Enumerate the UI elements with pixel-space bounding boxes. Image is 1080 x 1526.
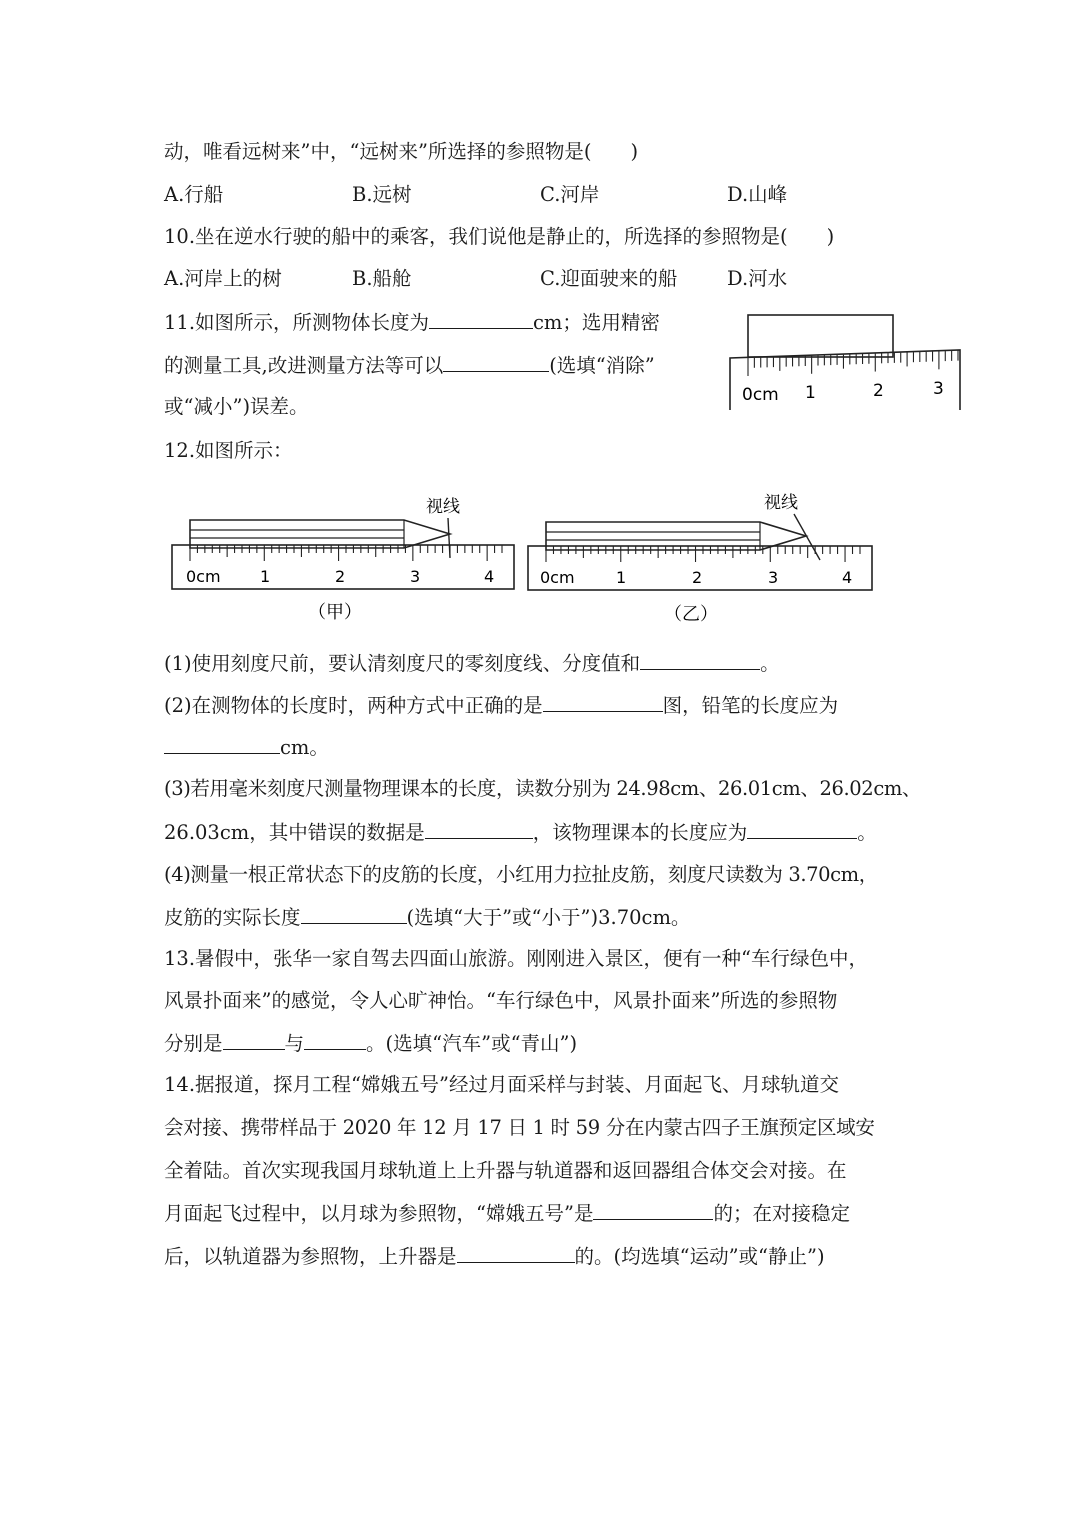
q11-line3: 或“减小”)误差。 — [164, 395, 309, 418]
q12-part4-cont — [164, 902, 690, 933]
q14-line4 — [164, 1198, 850, 1229]
q13-line1: 13.暑假中，张华一家自驾去四面山旅游。刚刚进入景区，便有一种“车行绿色中， — [164, 947, 868, 970]
answer-blank[interactable] — [593, 1198, 713, 1220]
q12-part4-text: 皮筋的实际长度 — [164, 906, 301, 929]
q12-part4: (4)测量一根正常状态下的皮筋的长度，小红用力拉扯皮筋，刻度尺读数为 3.70cm， — [164, 863, 878, 886]
q12-part2-unit: cm。 — [280, 736, 329, 759]
q13-line3-and: 与 — [284, 1032, 305, 1055]
q10-option-c: C.迎面驶来的船 — [540, 267, 678, 290]
q13-line3-text: 分别是 — [164, 1032, 223, 1055]
ruler-label-4: 4 — [484, 567, 495, 586]
q14-line4-text: 月面起飞过程中，以月球为参照物，“嫦娥五号”是 — [164, 1202, 594, 1225]
answer-blank[interactable] — [164, 732, 280, 754]
q10-stem: 10.坐在逆水行驶的船中的乘客，我们说他是静止的，所选择的参照物是( ) — [164, 225, 835, 248]
ruler-label-2: 2 — [873, 381, 884, 401]
q10-option-d: D.河水 — [727, 267, 788, 290]
q11-line1 — [164, 307, 660, 338]
q12-part2-text: (2)在测物体的长度时，两种方式中正确的是 — [164, 694, 543, 717]
q11-line1-unit: cm；选用精密 — [533, 311, 660, 334]
q12-part2-mid: 图，铅笔的长度应为 — [662, 694, 839, 717]
answer-blank[interactable] — [543, 690, 663, 712]
figure-caption: （甲） — [308, 602, 362, 623]
q9-stem-tail: 动，唯看远树来”中，“远树来”所选择的参照物是( ) — [164, 140, 639, 163]
q11-line1-text: 11.如图所示，所测物体长度为 — [164, 311, 430, 334]
q14-line5-text: 后，以轨道器为参照物，上升器是 — [164, 1245, 457, 1268]
q9-option-c: C.河岸 — [540, 183, 600, 206]
q14-line2: 会对接、携带样品于 2020 年 12 月 17 日 1 时 59 分在内蒙古四子王旗预定区域安 — [164, 1116, 875, 1139]
q14-line1: 14.据报道，探月工程“嫦娥五号”经过月面采样与封装、月面起飞、月球轨道交 — [164, 1073, 839, 1096]
sight-line-label: 视线 — [764, 493, 798, 513]
q12-part3-text: 26.03cm，其中错误的数据是 — [164, 821, 425, 844]
q13-line2: 风景扑面来”的感觉，令人心旷神怡。“车行绿色中，风景扑面来”所选的参照物 — [164, 989, 838, 1012]
answer-blank[interactable] — [443, 350, 549, 372]
ruler-label-0: 0cm — [742, 385, 779, 405]
ruler-label-1: 1 — [616, 568, 627, 587]
q9-option-a: A.行船 — [164, 183, 224, 206]
answer-blank[interactable] — [304, 1028, 366, 1050]
q11-line2-text: 的测量工具,改进测量方法等可以 — [164, 354, 444, 377]
answer-blank[interactable] — [457, 1241, 575, 1263]
ruler-label-0: 0cm — [186, 567, 221, 586]
q14-line5 — [164, 1241, 825, 1272]
q12-part1-text: (1)使用刻度尺前，要认清刻度尺的零刻度线、分度值和 — [164, 652, 641, 675]
q9-option-b: B.远树 — [352, 183, 412, 206]
answer-blank[interactable] — [301, 902, 407, 924]
q9-option-d: D.山峰 — [727, 183, 788, 206]
ruler-label-2: 2 — [335, 567, 346, 586]
measured-object — [748, 315, 893, 357]
figure-caption: （乙） — [664, 604, 718, 625]
q10-option-b: B.船舱 — [352, 267, 412, 290]
q10-option-a: A.河岸上的树 — [164, 267, 282, 290]
answer-blank[interactable] — [640, 648, 760, 670]
q12-figure-b — [524, 480, 880, 630]
q12-part4-hint: (选填“大于”或“小于”)3.70cm。 — [406, 906, 691, 929]
q12-part1-end: 。 — [760, 652, 780, 675]
q12-part3-mid: ，该物理课本的长度应为 — [532, 821, 748, 844]
q12-part2 — [164, 690, 838, 721]
q14-line5-end: 的。(均选填“运动”或“静止”) — [574, 1245, 825, 1268]
q11-ruler-figure — [728, 310, 968, 415]
q12-part3-end: 。 — [857, 821, 877, 844]
q12-part3: (3)若用毫米刻度尺测量物理课本的长度，读数分别为 24.98cm、26.01cm、26.02cm、 — [164, 777, 922, 800]
q11-line2-hint: (选填“消除” — [549, 354, 655, 377]
pencil — [190, 520, 450, 548]
answer-blank[interactable] — [223, 1028, 285, 1050]
ruler-label-3: 3 — [768, 568, 779, 587]
answer-blank[interactable] — [747, 817, 857, 839]
ruler-label-0: 0cm — [540, 568, 575, 587]
answer-blank[interactable] — [429, 307, 533, 329]
q14-line4-end: 的；在对接稳定 — [713, 1202, 850, 1225]
ruler-label-1: 1 — [260, 567, 271, 586]
q14-line3: 全着陆。首次实现我国月球轨道上上升器与轨道器和返回器组合体交会对接。在 — [164, 1159, 847, 1182]
ruler-label-3: 3 — [410, 567, 421, 586]
ruler-label-3: 3 — [933, 379, 944, 399]
sight-line — [794, 514, 820, 560]
q12-stem: 12.如图所示： — [164, 439, 293, 462]
sight-line-label: 视线 — [426, 497, 460, 517]
q13-line3-hint: 。(选填“汽车”或“青山”) — [366, 1032, 578, 1055]
q12-figure-a — [168, 490, 518, 630]
q13-line3 — [164, 1028, 577, 1059]
ruler-label-1: 1 — [805, 383, 816, 403]
answer-blank[interactable] — [425, 817, 533, 839]
q12-part1 — [164, 648, 780, 679]
ruler-label-4: 4 — [842, 568, 853, 587]
ruler-label-2: 2 — [692, 568, 703, 587]
q12-part2-cont — [164, 732, 329, 763]
q12-part3-cont — [164, 817, 877, 848]
q11-line2 — [164, 350, 655, 381]
